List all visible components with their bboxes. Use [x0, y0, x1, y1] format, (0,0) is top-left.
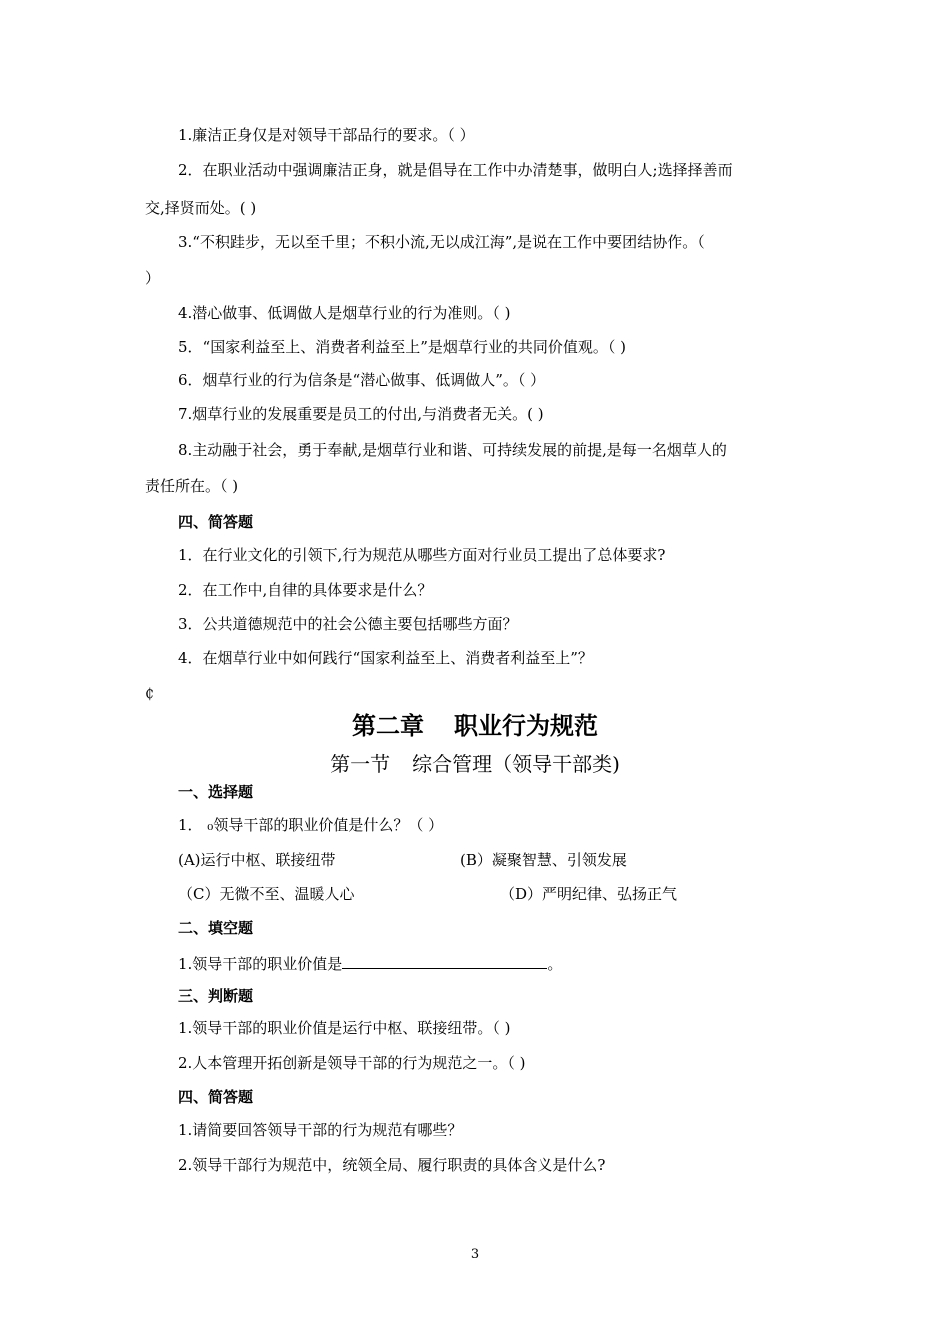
- section-break-mark: ₵: [145, 686, 154, 702]
- short-answer-heading: 四、简答题: [178, 1088, 254, 1106]
- judge-item-5: 5．“国家利益至上、消费者利益至上”是烟草行业的共同价值观。（ ): [178, 338, 627, 356]
- judge-new-1: 1.领导干部的职业价值是运行中枢、联接纽带。（ ): [178, 1019, 511, 1037]
- judge-item-3: 3.“不积跬步，无以至千里；不积小流,无以成江海”,是说在工作中要团结协作。（: [178, 233, 705, 251]
- short-answer-prev-3: 3．公共道德规范中的社会公德主要包括哪些方面？: [178, 615, 518, 633]
- choice-option-d: （D）严明纪律、弘扬正气: [500, 885, 678, 903]
- short-answer-1: 1.请简要回答领导干部的行为规范有哪些？: [178, 1121, 463, 1139]
- judge-item-8: 8.主动融于社会，勇于奉献,是烟草行业和谐、可持续发展的前提,是每一名烟草人的: [178, 441, 727, 459]
- section-title: [0, 750, 950, 778]
- fill-question: [178, 953, 562, 974]
- short-answer-heading-prev: 四、简答题: [178, 513, 254, 531]
- page-number: 3: [470, 1247, 480, 1262]
- choice-heading: 一、选择题: [178, 783, 254, 801]
- short-answer-prev-2: 2．在工作中,自律的具体要求是什么？: [178, 581, 433, 599]
- chapter-number: 第二章: [352, 712, 424, 740]
- fill-heading: 二、填空题: [178, 919, 254, 937]
- chapter-title: [0, 710, 950, 742]
- choice-question: 1． ₀领导干部的职业价值是什么？（ ）: [178, 816, 444, 834]
- short-answer-prev-4: 4．在烟草行业中如何践行“国家利益至上、消费者利益至上”？: [178, 649, 593, 667]
- choice-option-a: (A)运行中枢、联接纽带: [178, 851, 336, 869]
- chapter-name: 职业行为规范: [454, 712, 598, 740]
- short-answer-prev-1: 1．在行业文化的引领下,行为规范从哪些方面对行业员工提出了总体要求?: [178, 546, 666, 564]
- judge-item-3-cont: ）: [145, 269, 161, 287]
- section-number: 第一节: [330, 752, 391, 776]
- judge-item-7: 7.烟草行业的发展重要是员工的付出,与消费者无关。( ): [178, 405, 544, 423]
- judge-heading: 三、判断题: [178, 987, 254, 1005]
- judge-item-2: 2．在职业活动中强调廉洁正身，就是倡导在工作中办清楚事，做明白人;选择择善而: [178, 161, 733, 179]
- choice-option-c: （C）无微不至、温暖人心: [178, 885, 355, 903]
- section-name: 综合管理（领导干部类): [412, 752, 620, 776]
- judge-item-8-cont: 责任所在。（ ): [145, 477, 239, 495]
- fill-question-end: 。: [547, 955, 563, 973]
- judge-item-1: 1.廉洁正身仅是对领导干部品行的要求。（ ）: [178, 126, 475, 144]
- fill-question-text: 1.领导干部的职业价值是: [178, 955, 343, 973]
- short-answer-2: 2.领导干部行为规范中，统领全局、履行职责的具体含义是什么?: [178, 1156, 606, 1174]
- judge-item-4: 4.潜心做事、低调做人是烟草行业的行为准则。（ ): [178, 304, 511, 322]
- judge-item-6: 6．烟草行业的行为信条是“潜心做事、低调做人”。（ ）: [178, 371, 546, 389]
- judge-new-2: 2.人本管理开拓创新是领导干部的行为规范之一。（ ): [178, 1054, 526, 1072]
- choice-option-b: (B）凝聚智慧、引领发展: [460, 851, 627, 869]
- fill-blank: [342, 953, 547, 969]
- judge-item-2-cont: 交,择贤而处。( ): [145, 199, 257, 217]
